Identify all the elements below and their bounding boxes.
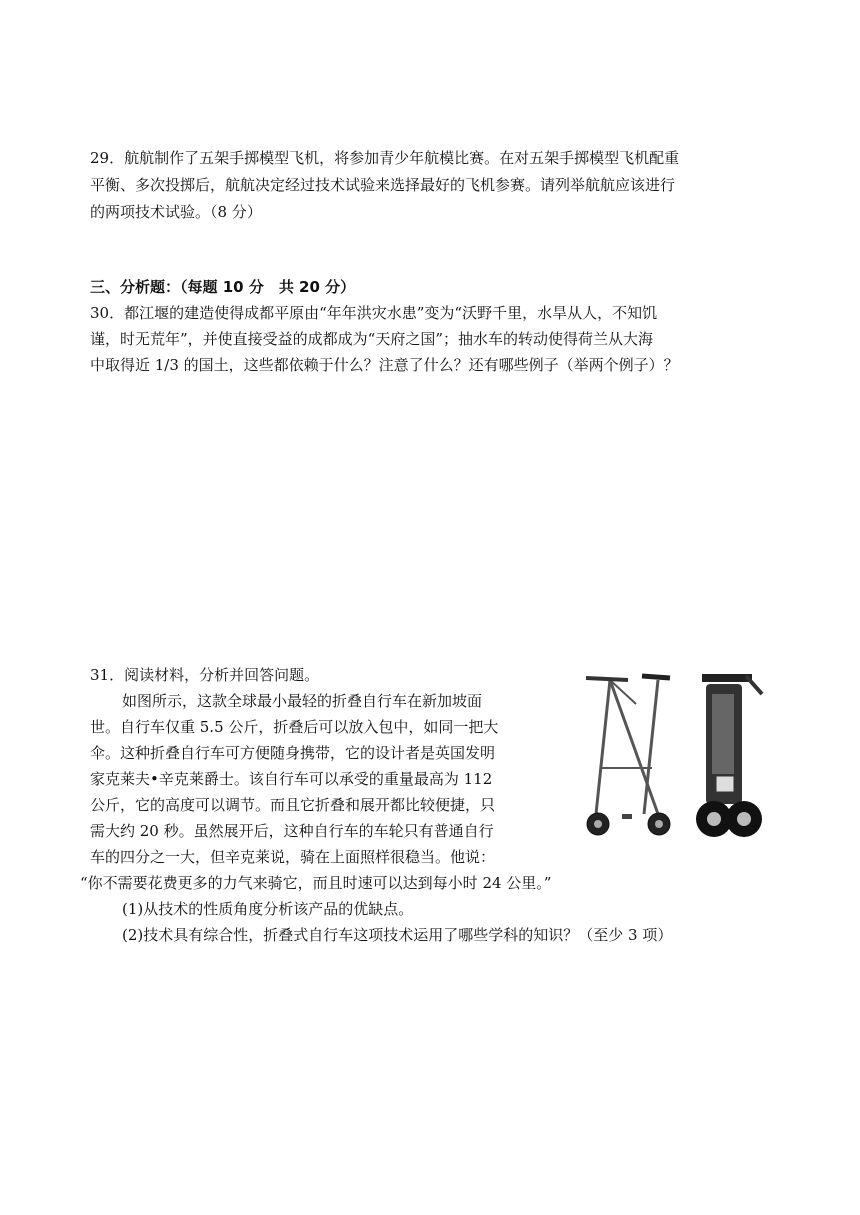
q29-line-3: 的两项技术试验。（8 分） bbox=[90, 203, 262, 221]
q31-para-line-2: 世。自行车仅重 5.5 公斤，折叠后可以放入包中，如同一把大 bbox=[90, 718, 499, 736]
folded-bicycle-icon bbox=[696, 674, 762, 837]
q31-para-line-1: 如图所示，这款全球最小最轻的折叠自行车在新加坡面 bbox=[122, 692, 483, 710]
q31-sub-question-2: (2)技术具有综合性，折叠式自行车这项技术运用了哪些学科的知识？（至少 3 项） bbox=[122, 926, 673, 944]
q31-para-line-7: 车的四分之一大，但辛克莱说，骑在上面照样很稳当。他说： bbox=[90, 848, 496, 866]
section-heading: 三、分析题：（每题 10 分 共 20 分） bbox=[90, 278, 356, 296]
q31-para-line-3: 伞。这种折叠自行车可方便随身携带，它的设计者是英国发明 bbox=[90, 744, 496, 762]
q29-line-2: 平衡、多次投掷后，航航决定经过技术试验来选择最好的飞机参赛。请列举航航应该进行 bbox=[90, 176, 676, 194]
q31-title: 31．阅读材料，分析并回答问题。 bbox=[90, 666, 320, 684]
q29-line-1: 29．航航制作了五架手掷模型飞机，将参加青少年航模比赛。在对五架手掷模型飞机配重 bbox=[90, 149, 680, 167]
q31-para-line-8: “你不需要花费更多的力气来骑它，而且时速可以达到每小时 24 公里。” bbox=[80, 874, 552, 892]
unfolded-bicycle-icon bbox=[586, 676, 670, 835]
q31-sub-question-1: (1)从技术的性质角度分析该产品的优缺点。 bbox=[122, 900, 414, 918]
folding-bicycle-photo bbox=[566, 664, 776, 850]
q30-line-3: 中取得近 1/3 的国土，这些都依赖于什么？注意了什么？还有哪些例子（举两个例子）？ bbox=[90, 356, 679, 374]
q30-line-1: 30．都江堰的建造使得成都平原由“年年洪灾水患”变为“沃野千里，水旱从人，不知饥 bbox=[90, 304, 658, 322]
q31-para-line-6: 需大约 20 秒。虽然展开后，这种自行车的车轮只有普通自行 bbox=[90, 822, 494, 840]
q31-para-line-5: 公斤，它的高度可以调节。而且它折叠和展开都比较便捷，只 bbox=[90, 796, 496, 814]
q31-para-line-4: 家克莱夫•辛克莱爵士。该自行车可以承受的重量最高为 112 bbox=[90, 770, 493, 788]
q30-line-2: 谨，时无荒年”，并使直接受益的成都成为“天府之国”；抽水车的转动使得荷兰从大海 bbox=[90, 330, 654, 348]
